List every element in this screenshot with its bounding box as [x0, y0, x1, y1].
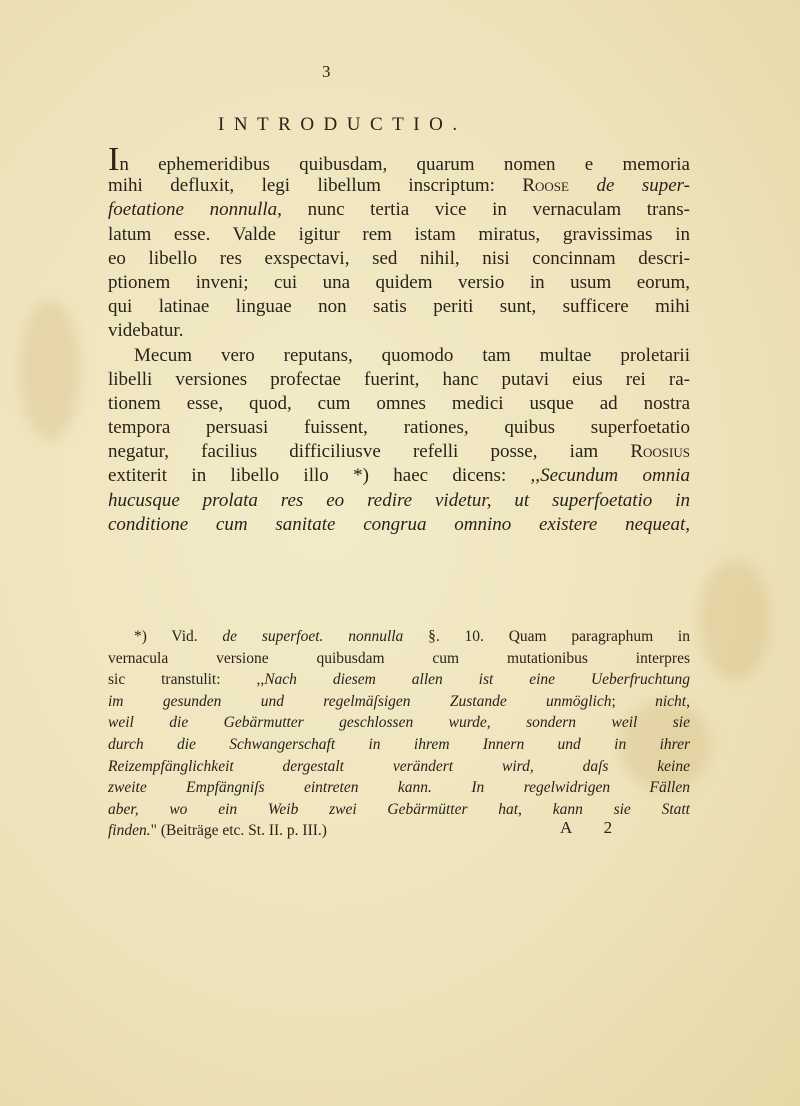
footnote-line [108, 691, 690, 713]
body-line [108, 198, 690, 222]
body-line [108, 513, 690, 537]
footnote [108, 626, 690, 842]
footnote-line [108, 734, 690, 756]
text-run: qui latinae linguae non satis periti sunt, sufficere mihi [108, 296, 690, 318]
text-run: zweite Empfängniſs eintreten kann. In regelwidrigen Fällen [108, 779, 690, 797]
text-run: tempora persuasi fuissent, rationes, quibus superfoetatio [108, 417, 690, 439]
text-run: eo libello res exspectavi, sed nihil, nisi concinnam descri- [108, 247, 690, 269]
text-run [569, 175, 596, 196]
text-run: ptionem inveni; cui una quidem versio in usum eorum, [108, 271, 690, 293]
text-run: Roosius [630, 441, 690, 463]
body-line [108, 392, 690, 416]
text-run: im gesunden und regelmäſsigen Zustande unmöglich [108, 692, 612, 710]
footnote-line [108, 669, 690, 691]
text-run: n ephemeridibus quibusdam, quarum nomen e memoria [119, 154, 690, 175]
body-text [108, 141, 691, 537]
text-run: nunc tertia vice in vernaculam trans- [281, 199, 691, 221]
text-run: nicht, [655, 692, 690, 710]
footnote-line [108, 756, 690, 778]
chapter-title: INTRODUCTIO. [218, 114, 467, 135]
body-line [108, 295, 690, 319]
text-run: aber, wo ein Weib zwei Gebärmütter hat, kann sie Statt [108, 800, 690, 818]
text-run: weil die Gebärmutter geschlossen wurde, sondern weil sie [108, 714, 690, 732]
text-run: mihi defluxit, legi libellum inscriptum: [108, 175, 523, 197]
text-run: latum esse. Valde igitur rem istam miratus, gravissimas in [108, 223, 690, 245]
text-run: extiterit in libello illo *) haec dicens: ,, [108, 465, 541, 487]
footnote-line [108, 648, 690, 670]
text-run: de super- [596, 175, 690, 197]
text-run: de superfoet. nonnulla [222, 628, 404, 645]
text-run: tionem esse, quod, cum omnes medici usque ad nostra [108, 392, 690, 414]
text-run: negatur, facilius difficiliusve refelli posse, iam [108, 441, 631, 463]
body-line [108, 174, 690, 198]
body-line [108, 368, 690, 392]
footnote-line [108, 712, 690, 734]
text-run: Reizempfänglichkeit dergestalt verändert wird, daſs keine [108, 757, 690, 775]
text-run: Nach diesem allen ist eine Ueberfruchtung [264, 671, 690, 689]
text-run: Roose [522, 175, 569, 197]
text-run: foetatione nonnulla, [108, 199, 282, 221]
text-run: conditione cum sanitate congrua omnino existere nequeat, [108, 513, 690, 535]
text-run: Secundum omnia [540, 465, 690, 487]
body-line [108, 344, 690, 368]
body-line [108, 319, 690, 343]
text-run: §. 10. Quam paragraphum in [403, 628, 690, 645]
text-run: sic transtulit: ,, [108, 671, 265, 689]
text-run: durch die Schwangerschaft in ihrem Innern und in ihrer [108, 735, 690, 753]
body-line [108, 416, 690, 440]
text-run: vernacula versione quibusdam cum mutationibus interpres [108, 649, 690, 667]
text-run: libelli versiones profectae fuerint, hanc putavi eius rei ra- [108, 368, 690, 390]
body-line [108, 247, 690, 271]
text-run: *) Vid. [134, 628, 223, 645]
body-line [108, 464, 690, 488]
text-run: finden. [108, 822, 151, 840]
text-run: Mecum vero reputans, quomodo tam multae proletarii [134, 344, 690, 366]
body-line [108, 489, 690, 513]
signature-mark: A 2 [560, 818, 627, 837]
body-line [108, 141, 690, 178]
body-line [108, 271, 690, 295]
footnote-line [108, 777, 690, 799]
text-run: videbatur. [108, 320, 184, 342]
body-line [108, 223, 690, 247]
text-run: ; [611, 692, 656, 710]
text-run: I [108, 141, 120, 178]
text-run: " (Beiträge etc. St. II. p. III.) [150, 822, 327, 840]
footnote-line [108, 626, 690, 648]
body-line [108, 440, 690, 464]
text-run: hucusque prolata res eo redire videtur, ut superfoetatio in [108, 489, 690, 511]
page-number: 3 [322, 62, 331, 81]
